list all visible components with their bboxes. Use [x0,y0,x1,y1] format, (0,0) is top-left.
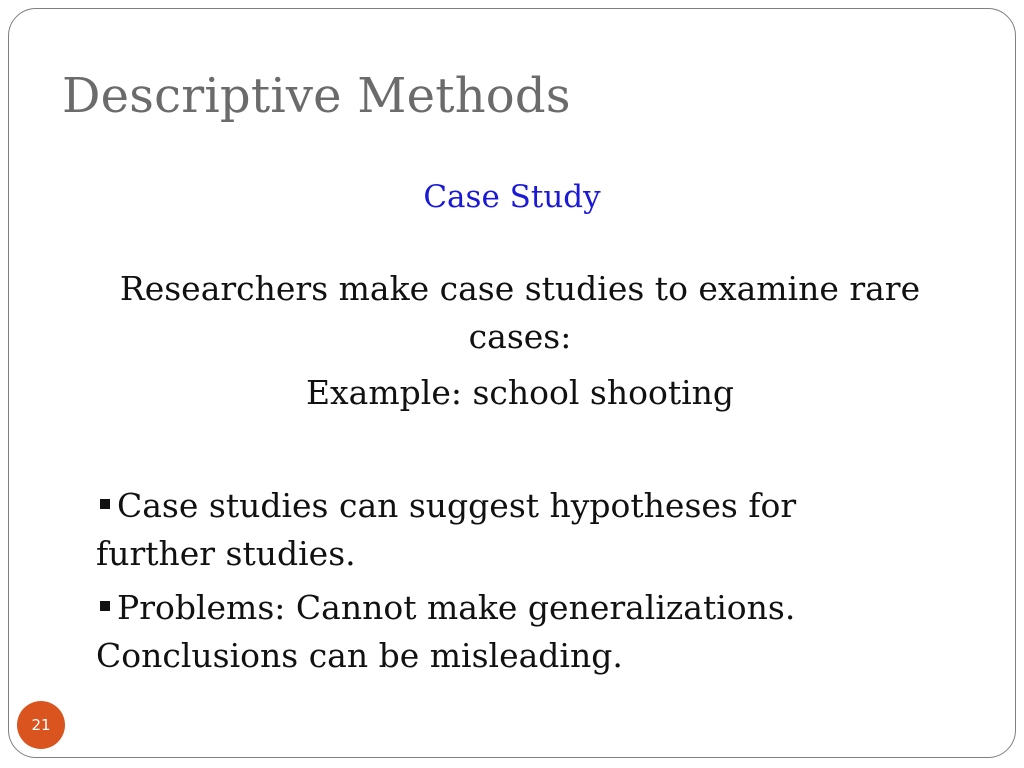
slide-title: Descriptive Methods [62,68,571,124]
intro-block [100,265,940,417]
example-text: Example: school shooting [305,373,735,412]
slide-subtitle: Case Study [423,179,601,215]
intro-text: Researchers make case studies to examine rare cases: [119,269,921,356]
list-item [96,482,876,578]
bullet-text: Case studies can suggest hypotheses for further studies. [96,486,797,573]
square-bullet-icon [100,601,110,611]
bullet-list [96,482,876,686]
square-bullet-icon [100,499,110,509]
page-number-badge: 21 [17,701,65,749]
bullet-text: Problems: Cannot make generalizations. Conclusions can be misleading. [96,588,796,675]
list-item [96,584,876,680]
